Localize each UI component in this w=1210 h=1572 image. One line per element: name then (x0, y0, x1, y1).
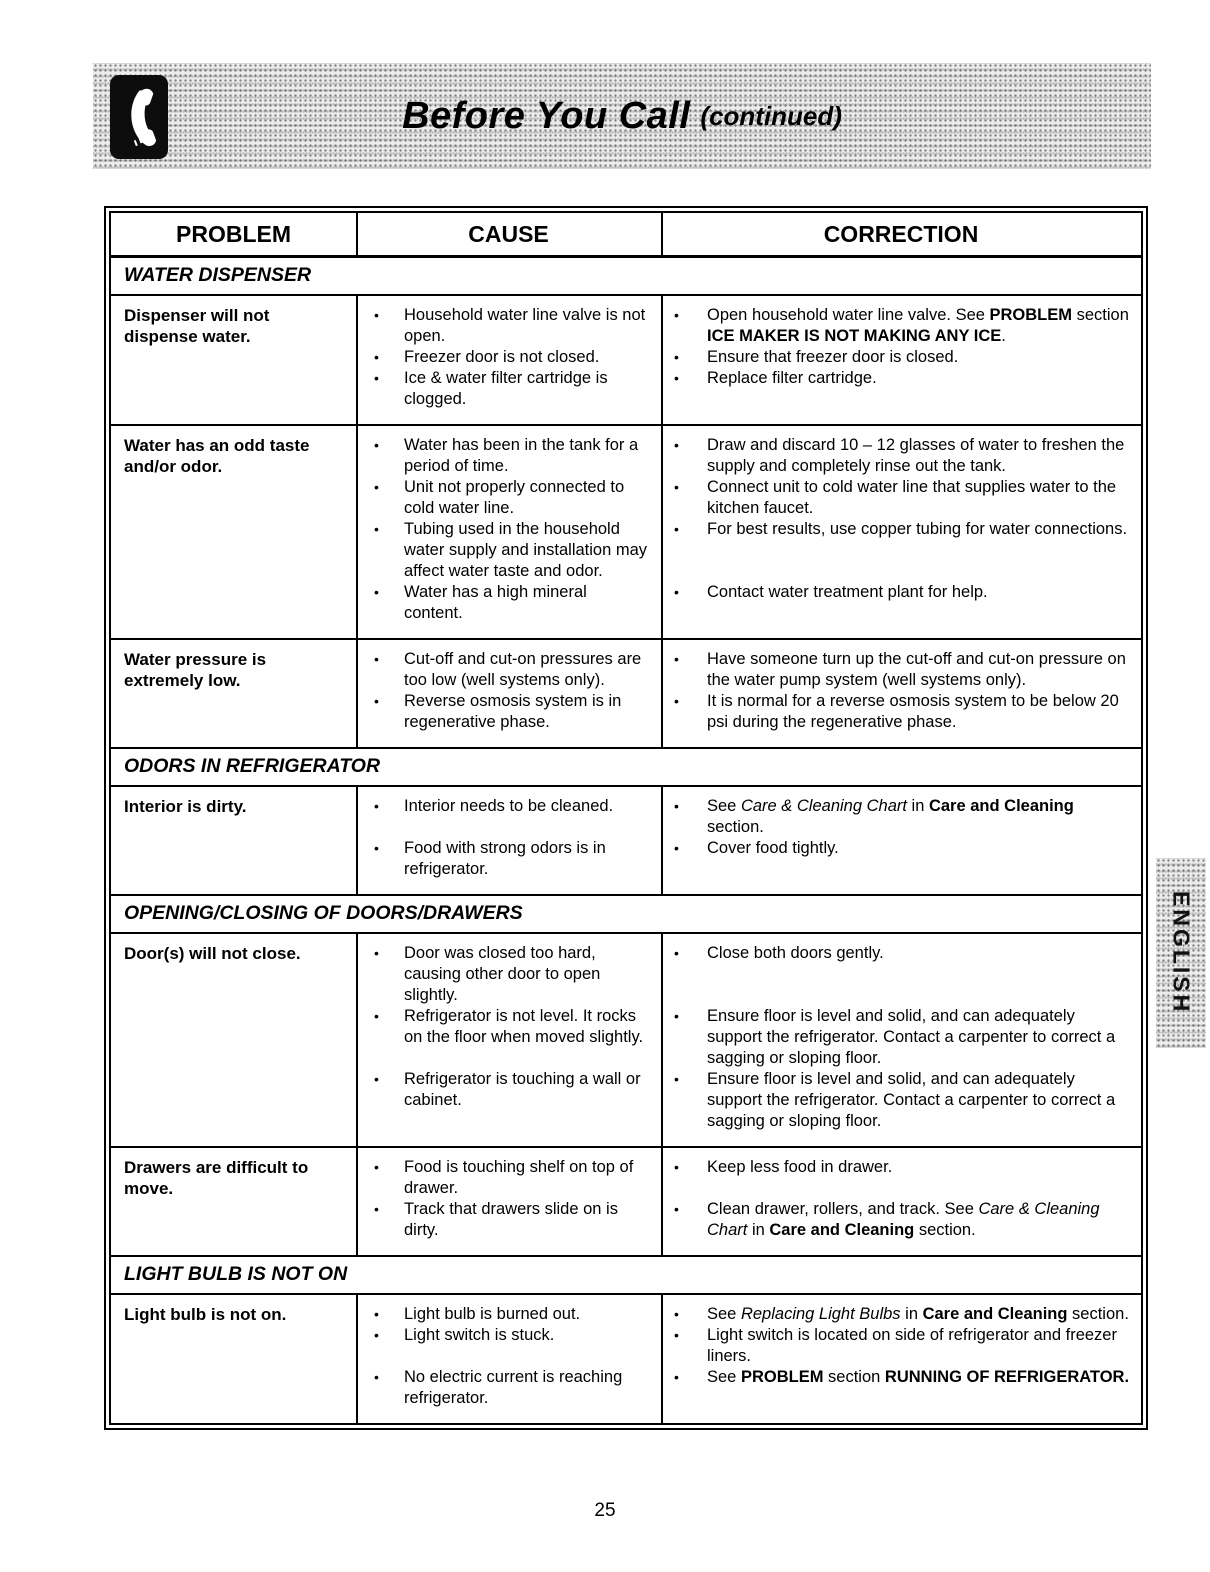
cause-item (356, 943, 661, 1006)
correction-item (661, 796, 1141, 838)
column-divider (356, 787, 358, 894)
correction-item-text: Contact water treatment plant for help. (707, 583, 988, 601)
correction-item (661, 1367, 1141, 1409)
section-header: OPENING/CLOSING OF DOORS/DRAWERS (111, 896, 1141, 934)
cause-item-text: Food with strong odors is in refrigerator. (404, 839, 606, 878)
cause-correction-pair (356, 1006, 1141, 1069)
correction-item-text: Light switch is located on side of refrigerator and freezer liners. (707, 1326, 1117, 1365)
text-segment: . (1001, 327, 1006, 345)
cause-correction-cells (356, 426, 1141, 638)
cause-correction-pair (356, 368, 1141, 410)
cause-item (356, 1006, 661, 1069)
cause-correction-cells (356, 1148, 1141, 1255)
correction-item (661, 1006, 1141, 1069)
cause-item-text: Food is touching shelf on top of drawer. (404, 1158, 634, 1197)
correction-item-text: Replace filter cartridge. (707, 369, 877, 387)
text-segment: See (707, 1368, 741, 1386)
column-divider (356, 296, 358, 424)
bullet-icon: • (674, 798, 679, 814)
correction-item (661, 838, 1141, 880)
page-header (93, 63, 1151, 169)
cause-item (356, 649, 661, 691)
bullet-icon: • (374, 437, 379, 453)
bullet-icon: • (374, 840, 379, 856)
column-divider (661, 787, 663, 894)
correction-item (661, 1157, 1141, 1199)
correction-item (661, 943, 1141, 1006)
cause-correction-pair (356, 477, 1141, 519)
bullet-icon: • (374, 1071, 379, 1087)
bullet-icon: • (374, 307, 379, 323)
problem-cell: Water has an odd taste and/or odor. (124, 436, 310, 476)
table-row (111, 296, 1141, 426)
cause-item (356, 368, 661, 410)
cause-item (356, 519, 661, 582)
cause-item-text: Tubing used in the household water supply and installation may affect water taste and odor. (404, 520, 648, 580)
column-divider (356, 1148, 358, 1255)
table-row (111, 1148, 1141, 1257)
text-segment: PROBLEM (740, 1368, 824, 1386)
cause-correction-pair (356, 1199, 1141, 1241)
correction-item-text: Keep less food in drawer. (707, 1158, 893, 1176)
cause-item (356, 1157, 661, 1199)
problem-cell: Door(s) will not close. (124, 944, 301, 963)
text-segment: section. (707, 818, 764, 836)
problem-cell: Interior is dirty. (124, 797, 247, 816)
cause-item-text: Interior needs to be cleaned. (404, 797, 614, 815)
correction-item-text: Draw and discard 10 – 12 glasses of water to freshen the supply and completely rinse out the tank. (707, 436, 1125, 475)
correction-item (661, 435, 1141, 477)
column-divider (356, 213, 358, 255)
cause-correction-pair (356, 582, 1141, 624)
text-segment: in (900, 1305, 923, 1323)
cause-item-text: Ice & water filter cartridge is clogged. (404, 369, 608, 408)
column-divider (356, 640, 358, 747)
problem-cell: Water pressure is extremely low. (124, 650, 267, 690)
bullet-icon: • (374, 1327, 379, 1343)
cause-item-text: Household water line valve is not open. (404, 306, 646, 345)
bullet-icon: • (374, 349, 379, 365)
correction-item (661, 1304, 1141, 1325)
correction-item-text (707, 1304, 1131, 1325)
language-tab-english (1156, 858, 1206, 1048)
text-segment: in (906, 797, 929, 815)
bullet-icon: • (374, 651, 379, 667)
correction-item (661, 691, 1141, 733)
correction-item-text: Have someone turn up the cut-off and cut-on pressure on the water pump system (well systems only). (707, 650, 1126, 689)
text-segment: Care and Cleaning (928, 797, 1074, 815)
bullet-icon: • (674, 521, 679, 537)
cause-item (356, 582, 661, 624)
correction-item (661, 519, 1141, 582)
cause-item-text: Reverse osmosis system is in regenerative phase. (404, 692, 622, 731)
text-segment: See (707, 797, 741, 815)
problem-cell: Drawers are difficult to move. (124, 1158, 309, 1198)
cause-item (356, 347, 661, 368)
cause-item (356, 477, 661, 519)
column-header-problem: PROBLEM (176, 220, 291, 247)
bullet-icon: • (374, 584, 379, 600)
correction-item-text: Cover food tightly. (707, 839, 839, 857)
problem-cell: Light bulb is not on. (124, 1305, 287, 1324)
bullet-icon: • (674, 1159, 679, 1175)
cause-correction-pair (356, 838, 1141, 880)
cause-item-text: Refrigerator is touching a wall or cabinet. (404, 1070, 641, 1109)
bullet-icon: • (674, 1008, 679, 1024)
column-divider (356, 426, 358, 638)
bullet-icon: • (674, 693, 679, 709)
page-title-continued: (continued) (700, 100, 842, 131)
cause-item-text: Unit not properly connected to cold water line. (404, 478, 625, 517)
correction-item-text (707, 796, 1131, 838)
bullet-icon: • (674, 584, 679, 600)
cause-item-text: Freezer door is not closed. (404, 348, 600, 366)
cause-correction-pair (356, 1325, 1141, 1367)
bullet-icon: • (374, 479, 379, 495)
correction-item-text: Close both doors gently. (707, 944, 884, 962)
section-header: ODORS IN REFRIGERATOR (111, 749, 1141, 787)
cause-correction-pair (356, 305, 1141, 347)
bullet-icon: • (374, 370, 379, 386)
text-segment: Care and Cleaning (769, 1221, 915, 1239)
bullet-icon: • (374, 1008, 379, 1024)
bullet-icon: • (374, 945, 379, 961)
correction-item (661, 1199, 1141, 1241)
cause-item (356, 1304, 661, 1325)
bullet-icon: • (374, 1306, 379, 1322)
text-segment: PROBLEM (989, 306, 1073, 324)
text-segment: Care & Cleaning Chart (707, 1200, 1100, 1239)
cause-correction-cells (356, 934, 1141, 1146)
section-header: LIGHT BULB IS NOT ON (111, 1257, 1141, 1295)
problem-cell: Dispenser will not dispense water. (124, 306, 270, 346)
text-segment: section (1072, 306, 1129, 324)
correction-item (661, 477, 1141, 519)
bullet-icon: • (374, 1159, 379, 1175)
correction-item (661, 582, 1141, 624)
cause-correction-pair (356, 1367, 1141, 1409)
text-segment: Replacing Light Bulbs (740, 1305, 901, 1323)
bullet-icon: • (374, 1369, 379, 1385)
text-segment: RUNNING OF REFRIGERATOR. (884, 1368, 1130, 1386)
bullet-icon: • (674, 840, 679, 856)
text-segment: Care & Cleaning Chart (740, 797, 907, 815)
cause-item-text: Light switch is stuck. (404, 1326, 555, 1344)
cause-item (356, 435, 661, 477)
bullet-icon: • (374, 693, 379, 709)
cause-item (356, 838, 661, 880)
column-divider (661, 934, 663, 1146)
column-divider (661, 296, 663, 424)
column-divider (661, 640, 663, 747)
correction-item (661, 347, 1141, 368)
correction-item (661, 1069, 1141, 1132)
text-segment: Care and Cleaning (922, 1305, 1068, 1323)
table-row (111, 934, 1141, 1148)
correction-item (661, 368, 1141, 410)
language-tab-label: ENGLISH (1168, 891, 1195, 1015)
cause-correction-pair (356, 796, 1141, 838)
cause-item-text: No electric current is reaching refrigerator. (404, 1368, 623, 1407)
column-header-cause: CAUSE (468, 220, 549, 247)
section-header: WATER DISPENSER (111, 258, 1141, 296)
text-segment: section. (1067, 1305, 1129, 1323)
cause-correction-pair (356, 1304, 1141, 1325)
column-divider (661, 1148, 663, 1255)
column-divider (661, 1295, 663, 1423)
text-segment: Open household water line valve. See (707, 306, 990, 324)
table-body (111, 258, 1141, 1423)
cause-item-text: Cut-off and cut-on pressures are too low (well systems only). (404, 650, 642, 689)
cause-correction-cells (356, 640, 1141, 747)
cause-item (356, 691, 661, 733)
table-row (111, 640, 1141, 749)
correction-item-text: Ensure floor is level and solid, and can adequately support the refrigerator. Contact a carpenter to correct a sagging or sloping floor. (707, 1070, 1116, 1130)
correction-item (661, 649, 1141, 691)
cause-item-text: Water has a high mineral content. (404, 583, 587, 622)
column-divider (356, 934, 358, 1146)
cause-correction-cells (356, 787, 1141, 894)
cause-item-text: Door was closed too hard, causing other door to open slightly. (404, 944, 601, 1004)
column-header-correction: CORRECTION (823, 220, 979, 247)
cause-item (356, 796, 661, 838)
correction-item-text (707, 1199, 1131, 1241)
text-segment: ICE MAKER IS NOT MAKING ANY ICE (707, 327, 1002, 345)
bullet-icon: • (674, 349, 679, 365)
bullet-icon: • (674, 307, 679, 323)
bullet-icon: • (674, 1369, 679, 1385)
troubleshooting-table-inner (109, 211, 1143, 1425)
cause-item-text: Refrigerator is not level. It rocks on the floor when moved slightly. (404, 1007, 644, 1046)
correction-item-text (707, 305, 1131, 347)
text-segment: Clean drawer, rollers, and track. See (707, 1200, 979, 1218)
page-number: 25 (594, 1500, 616, 1521)
cause-correction-pair (356, 691, 1141, 733)
correction-item (661, 305, 1141, 347)
text-segment: section (823, 1368, 885, 1386)
bullet-icon: • (674, 1201, 679, 1217)
cause-correction-pair (356, 649, 1141, 691)
correction-item (661, 1325, 1141, 1367)
bullet-icon: • (674, 370, 679, 386)
table-row (111, 426, 1141, 640)
bullet-icon: • (674, 651, 679, 667)
column-divider (356, 1295, 358, 1423)
cause-item (356, 1199, 661, 1241)
cause-correction-pair (356, 943, 1141, 1006)
cause-correction-cells (356, 296, 1141, 424)
cause-item (356, 1367, 661, 1409)
table-header-row (111, 213, 1141, 258)
cause-correction-pair (356, 1069, 1141, 1132)
cause-correction-pair (356, 519, 1141, 582)
table-row (111, 1295, 1141, 1423)
bullet-icon: • (674, 437, 679, 453)
bullet-icon: • (674, 1306, 679, 1322)
bullet-icon: • (374, 1201, 379, 1217)
bullet-icon: • (374, 798, 379, 814)
cause-item-text: Track that drawers slide on is dirty. (404, 1200, 618, 1239)
text-segment: in (747, 1221, 770, 1239)
bullet-icon: • (674, 1327, 679, 1343)
column-divider (661, 213, 663, 255)
cause-item-text: Water has been in the tank for a period of time. (404, 436, 639, 475)
bullet-icon: • (674, 479, 679, 495)
correction-item-text: Ensure that freezer door is closed. (707, 348, 959, 366)
header-title-group (93, 63, 1151, 169)
table-row (111, 787, 1141, 896)
correction-item-text: Connect unit to cold water line that supplies water to the kitchen faucet. (707, 478, 1117, 517)
cause-correction-cells (356, 1295, 1141, 1423)
correction-item-text: Ensure floor is level and solid, and can adequately support the refrigerator. Contact a carpenter to correct a sagging or sloping floor. (707, 1007, 1116, 1067)
correction-item-text: For best results, use copper tubing for water connections. (707, 520, 1128, 538)
text-segment: See (707, 1305, 741, 1323)
column-divider (661, 426, 663, 638)
page-title: Before You Call (402, 94, 691, 137)
bullet-icon: • (674, 945, 679, 961)
correction-item-text (707, 1367, 1131, 1388)
cause-correction-pair (356, 435, 1141, 477)
cause-item (356, 305, 661, 347)
cause-item (356, 1325, 661, 1367)
troubleshooting-table (104, 206, 1148, 1430)
text-segment: section. (914, 1221, 976, 1239)
bullet-icon: • (674, 1071, 679, 1087)
cause-item-text: Light bulb is burned out. (404, 1305, 581, 1323)
correction-item-text: It is normal for a reverse osmosis system to be below 20 psi during the regenerative phase. (707, 692, 1119, 731)
cause-correction-pair (356, 347, 1141, 368)
cause-correction-pair (356, 1157, 1141, 1199)
cause-item (356, 1069, 661, 1132)
bullet-icon: • (374, 521, 379, 537)
